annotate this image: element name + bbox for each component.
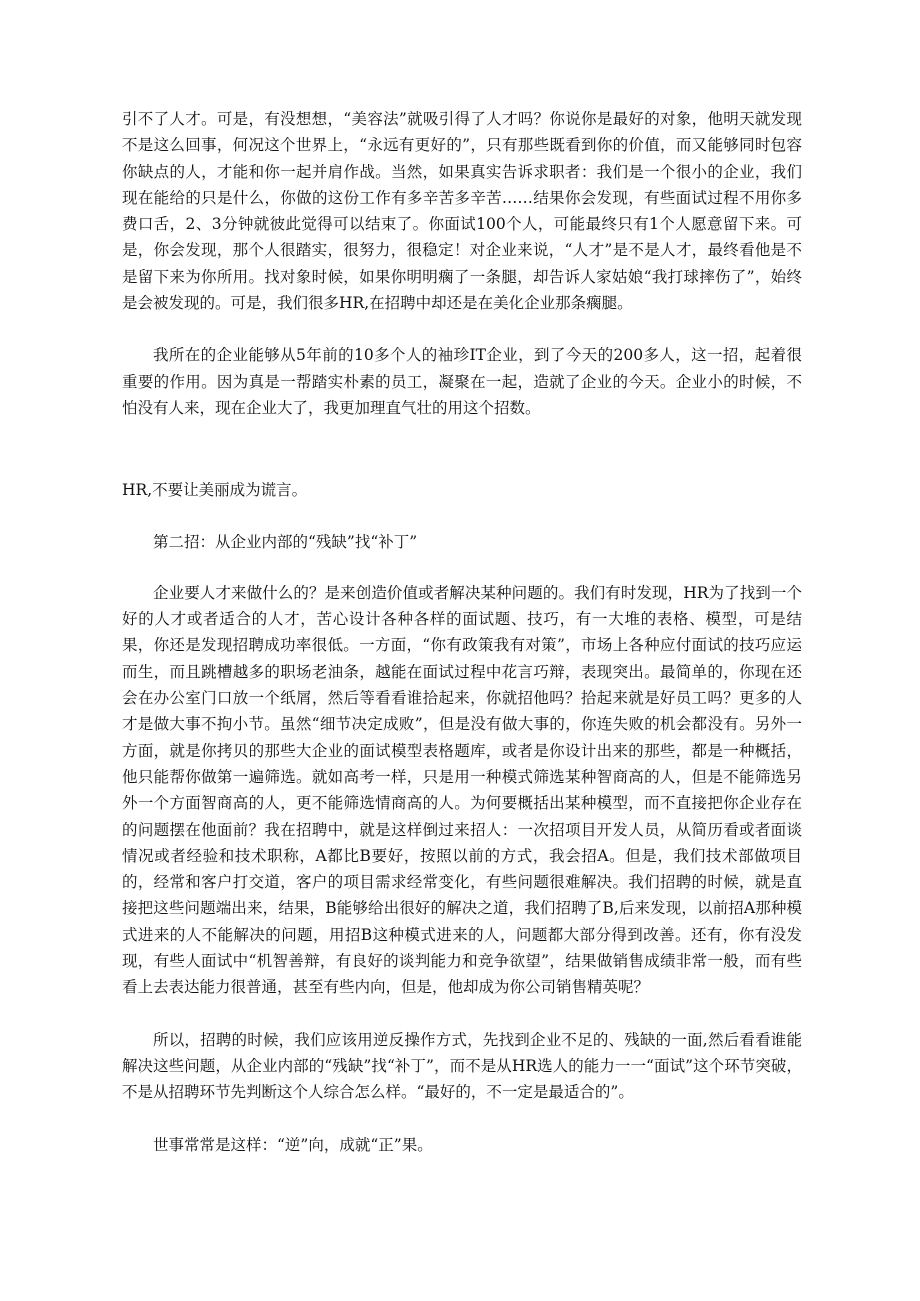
- paragraph-conclusion: 所以，招聘的时候，我们应该用逆反操作方式，先找到企业不足的、残缺的一面,然后看看谁能解决这些问题，从企业内部的“残缺”找“补丁”，而不是从HR选人的能力一一“面试”这个环节突破，不是从招聘环节先判断这个人综合怎么样。“最好的，不一定是最适合的”。: [122, 1030, 802, 1102]
- document-page: [122, 106, 802, 1158]
- paragraph-company-growth: 我所在的企业能够从5年前的10多个人的袖珍IT企业，到了今天的200多人，这一招，起着很重要的作用。因为真是一帮踏实朴素的员工，凝聚在一起，造就了企业的今天。企业小的时候，不怕没有人来，现在企业大了，我更加理直气壮的用这个招数。: [122, 346, 802, 417]
- section-heading-second-tactic: 第二招：从企业内部的“残缺”找“补丁”: [153, 532, 418, 551]
- paragraph-continued: 引不了人才。可是，有没想想，“美容法”就吸引得了人才吗？你说你是最好的对象，他明天就发现不是这么回事，何况这个世界上，“永远有更好的”，只有那些既看到你的价值，而又能够同时包容你缺点的人，才能和你一起并肩作战。当然，如果真实告诉求职者：我们是一个很小的企业，我们现在能给的只是什么，你做的这份工作有多辛苦多辛苦……结果你会发现，有些面试过程不用你多费口舌，2、3分钟就彼此觉得可以结束了。你面试100个人，可能最终只有1个人愿意留下来。可是，你会发现，那个人很踏实，很努力，很稳定！对企业来说，“人才”是不是人才，最终看他是不是留下来为你所用。找对象时候，如果你明明瘸了一条腿，却告诉人家姑娘“我打球摔伤了”，始终是会被发现的。可是，我们很多HR,在招聘中却还是在美化企业那条瘸腿。: [122, 110, 802, 313]
- paragraph-hr-slogan: HR,不要让美丽成为谎言。: [122, 481, 308, 500]
- paragraph-second-tactic-body: 企业要人才来做什么的？是来创造价值或者解决某种问题的。我们有时发现，HR为了找到一个好的人才或者适合的人才，苦心设计各种各样的面试题、技巧，有一大堆的表格、模型，可是结果，你还是发现招聘成功率很低。一方面，“你有政策我有对策”，市场上各种应付面试的技巧应运而生，而且跳槽越多的职场老油条，越能在面试过程中花言巧辩，表现突出。最简单的，你现在还会在办公室门口放一个纸屑，然后等看看谁拾起来，你就招他吗？拾起来就是好员工吗？更多的人才是做大事不拘小节。虽然“细节决定成败”，但是没有做大事的，你连失败的机会都没有。另外一方面，就是你拷贝的那些大企业的面试模型表格题库，或者是你设计出来的那些，都是一种概括，他只能帮你做第一遍筛选。就如高考一样，只是用一种模式筛选某种智商高的人，但是不能筛选另外一个方面智商高的人，更不能筛选情商高的人。为何要概括出某种模型，而不直接把你企业存在的问题摆在他面前？我在招聘中，就是这样倒过来招人：一次招项目开发人员，从简历看或者面谈情况或者经验和技术职称，A都比B要好，按照以前的方式，我会招A。但是，我们技术部做项目的，经常和客户打交道，客户的项目需求经常变化，有些问题很难解决。我们招聘的时候，就是直接把这些问题端出来，结果，B能够给出很好的解决之道，我们招聘了B,后来发现，以前招A那种模式进来的人不能解决的问题，用招B这种模式进来的人，问题都大部分得到改善。还有，你有没发现，有些人面试中“机智善辩，有良好的谈判能力和竞争欲望”，结果做销售成绩非常一般，而有些看上去表达能力很普通，甚至有些内向，但是，他却成为你公司销售精英呢？: [122, 583, 802, 997]
- paragraph-closing: 世事常常是这样：“逆”向，成就“正”果。: [153, 1135, 433, 1154]
